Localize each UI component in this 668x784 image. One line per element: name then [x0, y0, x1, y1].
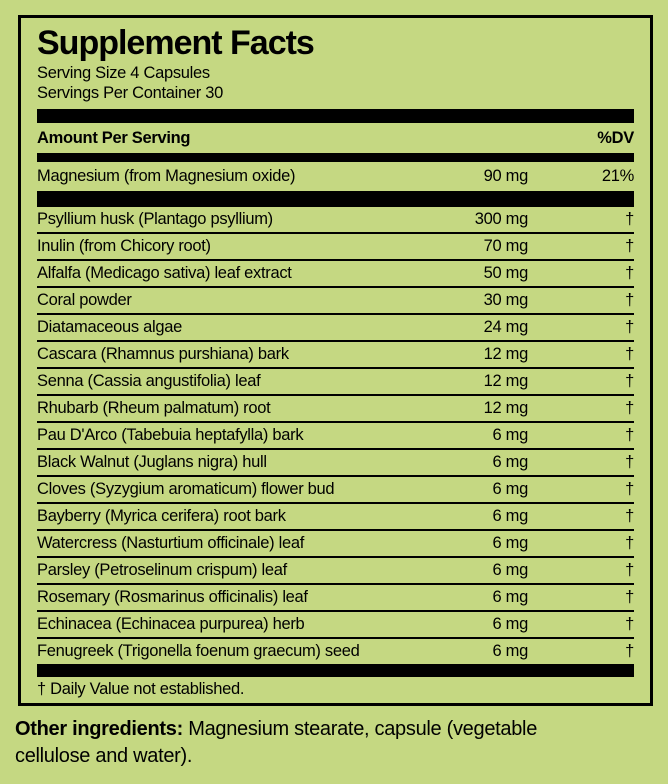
ingredient-dv: †: [625, 210, 634, 228]
divider-bar-top: [37, 109, 634, 123]
ingredient-name: Psyllium husk (Plantago psyllium): [37, 210, 273, 228]
table-row: [37, 558, 634, 585]
ingredient-amount: 6 mg: [492, 561, 528, 579]
ingredient-name: Pau D'Arco (Tabebuia heptafylla) bark: [37, 426, 304, 444]
table-row: [37, 504, 634, 531]
table-row: [37, 396, 634, 423]
ingredient-name: Fenugreek (Trigonella foenum graecum) seed: [37, 642, 360, 660]
serving-info: [37, 63, 634, 103]
ingredient-name: Black Walnut (Juglans nigra) hull: [37, 453, 267, 471]
ingredient-amount: 6 mg: [492, 426, 528, 444]
ingredient-amount: 300 mg: [474, 210, 528, 228]
ingredient-name: Cascara (Rhamnus purshiana) bark: [37, 345, 289, 363]
amount-per-serving-header: Amount Per Serving: [37, 129, 191, 147]
table-row: [37, 207, 634, 234]
table-row: [37, 261, 634, 288]
ingredient-amount: 6 mg: [492, 615, 528, 633]
ingredient-dv: †: [625, 453, 634, 471]
ingredient-amount: 6 mg: [492, 642, 528, 660]
table-row: [37, 585, 634, 612]
table-row: [37, 234, 634, 261]
other-ingredients: [15, 716, 615, 770]
divider-bar-bottom: [37, 664, 634, 677]
ingredient-dv: †: [625, 642, 634, 660]
ingredient-dv: †: [625, 588, 634, 606]
ingredient-dv: †: [625, 291, 634, 309]
ingredient-dv: †: [625, 399, 634, 417]
ingredient-name: Echinacea (Echinacea purpurea) herb: [37, 615, 305, 633]
ingredient-dv: †: [625, 615, 634, 633]
ingredient-rows: [37, 207, 634, 664]
dv-header: %DV: [597, 129, 634, 147]
ingredient-name: Watercress (Nasturtium officinale) leaf: [37, 534, 305, 552]
ingredient-name: Bayberry (Myrica cerifera) root bark: [37, 507, 286, 525]
ingredient-name: Magnesium (from Magnesium oxide): [37, 167, 296, 185]
table-row: [37, 531, 634, 558]
table-row: [37, 369, 634, 396]
ingredient-name: Rosemary (Rosmarinus officinalis) leaf: [37, 588, 308, 606]
ingredient-name: Coral powder: [37, 291, 132, 309]
table-row: [37, 450, 634, 477]
ingredient-dv: †: [625, 264, 634, 282]
ingredient-amount: 12 mg: [483, 372, 528, 390]
table-row: [37, 477, 634, 504]
ingredient-amount: 30 mg: [483, 291, 528, 309]
ingredient-dv: †: [625, 345, 634, 363]
ingredient-dv: †: [625, 480, 634, 498]
ingredient-amount: 6 mg: [492, 507, 528, 525]
ingredient-amount: 12 mg: [483, 345, 528, 363]
table-row: [37, 639, 634, 664]
divider-bar-header: [37, 153, 634, 162]
ingredient-amount: 12 mg: [483, 399, 528, 417]
ingredient-amount: 6 mg: [492, 480, 528, 498]
divider-bar-magnesium: [37, 191, 634, 207]
ingredient-amount: 50 mg: [483, 264, 528, 282]
ingredient-dv: †: [625, 534, 634, 552]
table-row-magnesium: [37, 162, 634, 191]
ingredient-name: Cloves (Syzygium aromaticum) flower bud: [37, 480, 335, 498]
ingredient-name: Rhubarb (Rheum palmatum) root: [37, 399, 271, 417]
supplement-facts-panel: [18, 15, 653, 706]
ingredient-name: Senna (Cassia angustifolia) leaf: [37, 372, 261, 390]
ingredient-dv: †: [625, 237, 634, 255]
table-row: [37, 612, 634, 639]
ingredient-dv: †: [625, 426, 634, 444]
column-header-row: [37, 123, 634, 153]
ingredient-dv: †: [625, 318, 634, 336]
ingredient-amount: 6 mg: [492, 453, 528, 471]
ingredient-name: Diatamaceous algae: [37, 318, 183, 336]
serving-size: Serving Size 4 Capsules: [37, 64, 210, 82]
ingredient-dv: †: [625, 372, 634, 390]
ingredient-dv: 21%: [601, 167, 634, 185]
table-row: [37, 342, 634, 369]
table-row: [37, 423, 634, 450]
ingredient-amount: 24 mg: [483, 318, 528, 336]
other-ingredients-text: Magnesium stearate, capsule (vegetable cellulose and water).: [15, 718, 538, 767]
daily-value-footnote: † Daily Value not established.: [37, 680, 245, 698]
ingredient-name: Inulin (from Chicory root): [37, 237, 211, 255]
ingredient-dv: †: [625, 507, 634, 525]
table-row: [37, 315, 634, 342]
ingredient-name: Alfalfa (Medicago sativa) leaf extract: [37, 264, 292, 282]
ingredient-amount: 90 mg: [483, 167, 528, 185]
other-ingredients-label: Other ingredients:: [15, 718, 183, 740]
table-row: [37, 288, 634, 315]
ingredient-amount: 70 mg: [483, 237, 528, 255]
ingredient-amount: 6 mg: [492, 534, 528, 552]
ingredient-amount: 6 mg: [492, 588, 528, 606]
ingredient-dv: †: [625, 561, 634, 579]
ingredient-name: Parsley (Petroselinum crispum) leaf: [37, 561, 287, 579]
servings-per-container: Servings Per Container 30: [37, 84, 224, 102]
panel-title: Supplement Facts: [37, 24, 314, 62]
